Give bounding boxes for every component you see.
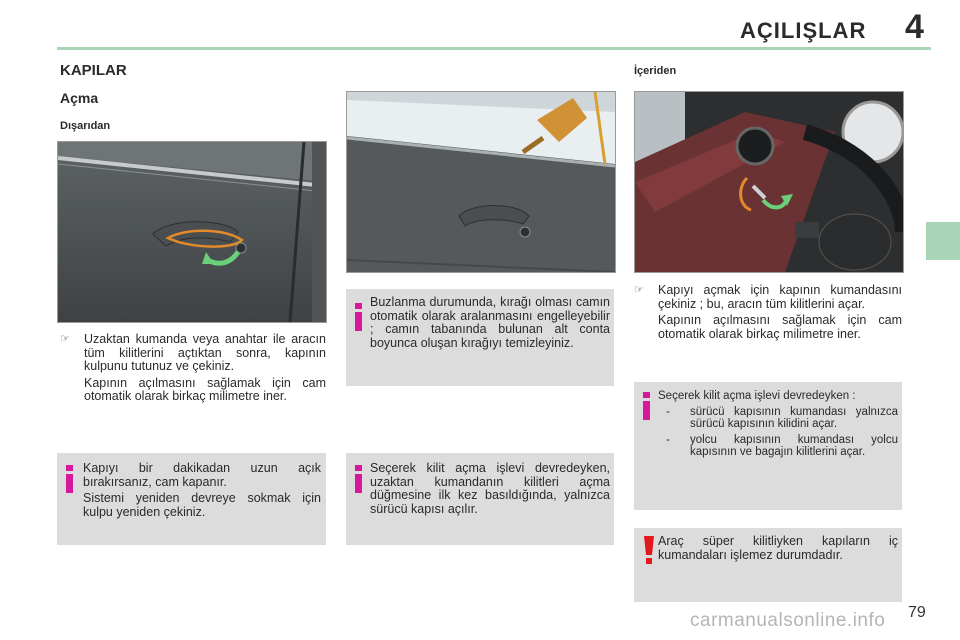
inside-note-list <box>658 406 898 459</box>
info-icon <box>351 465 367 493</box>
inside-bullet <box>634 284 902 344</box>
super-lock-warning-text: Araç süper kilitliyken kapıların iç kumandaları işlemez durumdadır. <box>658 534 898 562</box>
info-icon <box>351 303 367 331</box>
info-icon <box>62 465 78 493</box>
outside-heading: Dışarıdan <box>60 120 111 132</box>
super-lock-warning-note <box>634 528 902 602</box>
inside-bullet-text-2: Kapının açılmasını sağlamak için cam otomatik olarak birkaç milimetre iner. <box>658 313 902 341</box>
interior-handle-photo <box>634 91 904 273</box>
chapter-tab <box>926 222 960 260</box>
page-title: AÇILIŞLAR <box>740 18 867 43</box>
header-divider <box>57 47 931 50</box>
exterior-handle-photo <box>57 141 327 323</box>
inside-info-note <box>634 382 902 510</box>
outside-note-text-2: Sistemi yeniden devreye sokmak için kulpu yeniden çekiniz. <box>83 491 321 519</box>
selective-unlock-note-text: Seçerek kilit açma işlevi devredeyken, uzaktan kumandanın kilitleri açma düğmesine ilk kez basıldığında, yalnızca sürücü kapısı açılır. <box>370 461 610 516</box>
watermark: carmanualsonline.info <box>690 610 886 631</box>
frost-note-text: Buzlanma durumunda, kırağı olması camın otomatik olarak aralanmasını engelleyebilir ; camın tabanında bulunan alt conta boyunca oluşan kırağıyı temizleyiniz. <box>370 295 610 350</box>
warning-icon <box>641 536 657 564</box>
list-item: - sürücü kapısının kumandası yalnızca sürücü kapısının kilidini açar. <box>666 405 898 430</box>
inside-note-intro: Seçerek kilit açma işlevi devredeyken : <box>658 390 856 402</box>
pointing-hand-icon: ☞ <box>634 284 644 296</box>
outside-info-note <box>57 453 326 545</box>
outside-bullet-text-1: Uzaktan kumanda veya anahtar ile aracın tüm kilitlerini açtıktan sonra, kapının kulpunu tutunuz ve çekiniz. <box>84 332 326 373</box>
page-number: 79 <box>908 604 926 621</box>
list-item: - yolcu kapısının kumandası yolcu kapısının ve bagajın kilitlerini açar. <box>666 433 898 458</box>
outside-bullet-text-2: Kapının açılmasını sağlamak için cam otomatik olarak birkaç milimetre iner. <box>84 375 326 403</box>
frost-info-note <box>346 289 614 386</box>
section-title: KAPILAR <box>60 62 127 79</box>
pointing-hand-icon: ☞ <box>60 333 70 345</box>
inside-heading: İçeriden <box>634 65 677 77</box>
chapter-number: 4 <box>905 8 924 46</box>
outside-bullet <box>60 333 326 407</box>
inside-bullet-text-1: Kapıyı açmak için kapının kumandasını çekiniz ; bu, aracın tüm kilitlerini açar. <box>658 283 902 311</box>
outside-note-text-1: Kapıyı bir dakikadan uzun açık bırakırsanız, cam kapanır. <box>83 461 321 489</box>
frost-window-photo <box>346 91 616 273</box>
info-icon <box>639 392 655 420</box>
subsection-title: Açma <box>60 90 99 106</box>
selective-unlock-info-note <box>346 453 614 545</box>
